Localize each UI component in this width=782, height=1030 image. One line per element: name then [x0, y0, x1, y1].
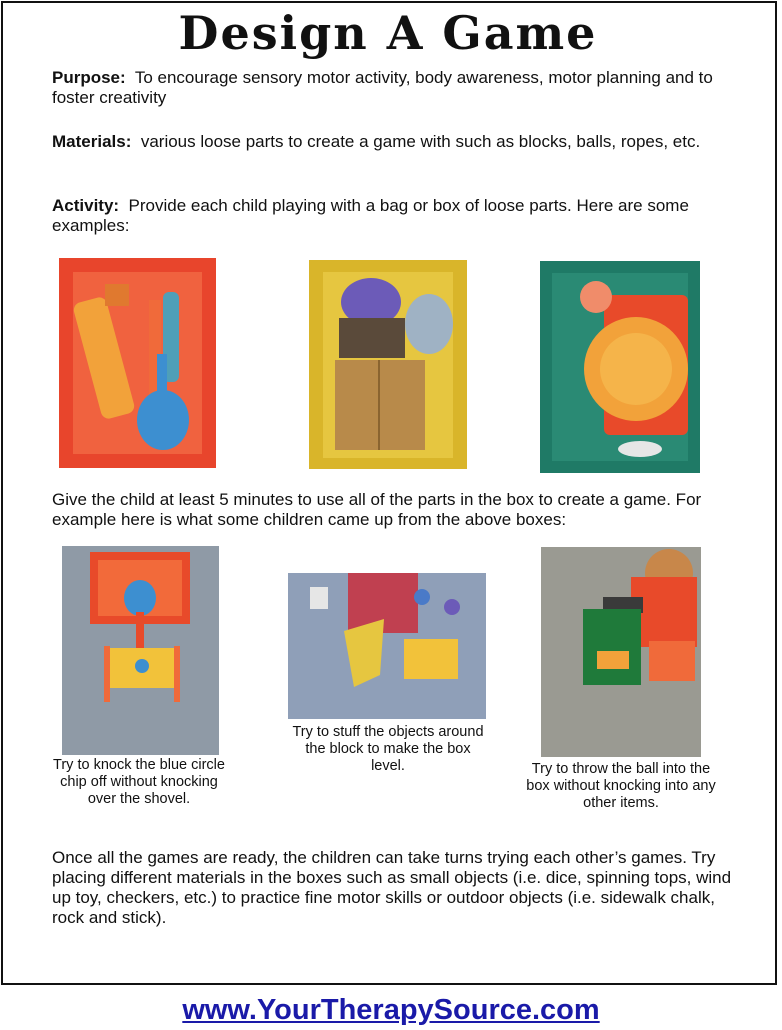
- activity-label: Activity:: [52, 196, 120, 215]
- photo-block-game: [288, 573, 486, 719]
- closing-paragraph: Once all the games are ready, the children can take turns trying each other’s games. Try placing different materials in the boxes such as small objects (i.e. dice, spinning tops, wind up toy, checkers, etc.) to practice fine motor skills or outdoor objects (i.e. sidewalk chalk, rock and stick).: [52, 848, 732, 927]
- instructions-paragraph: Give the child at least 5 minutes to use all of the parts in the box to create a game. For example here is what some children came up from the above boxes:: [52, 490, 702, 529]
- page-title: Design A Game: [178, 6, 598, 60]
- materials-paragraph: [52, 132, 742, 152]
- purpose-paragraph: [52, 68, 742, 108]
- materials-text: various loose parts to create a game with such as blocks, balls, ropes, etc.: [140, 132, 701, 151]
- activity-text: Provide each child playing with a bag or box of loose parts. Here are some examples:: [52, 196, 689, 235]
- photo-green-box: [540, 261, 700, 473]
- photo-yellow-box: [309, 260, 467, 469]
- purpose-label: Purpose:: [52, 68, 126, 87]
- photo-shovel-game: [62, 546, 219, 755]
- footer-website-link[interactable]: www.YourTherapySource.com: [182, 994, 600, 1026]
- photo-red-box: [59, 258, 216, 468]
- purpose-text: To encourage sensory motor activity, body awareness, motor planning and to foster creativity: [52, 68, 713, 107]
- materials-label: Materials:: [52, 132, 132, 151]
- activity-paragraph: [52, 196, 742, 236]
- photo-ball-box-game: [541, 547, 701, 757]
- caption-shovel-game: Try to knock the blue circle chip off without knocking over the shovel.: [53, 757, 225, 807]
- caption-block-game: Try to stuff the objects around the block to make the box level.: [292, 724, 484, 774]
- caption-ball-box-game: Try to throw the ball into the box without knocking into any other items.: [526, 761, 716, 811]
